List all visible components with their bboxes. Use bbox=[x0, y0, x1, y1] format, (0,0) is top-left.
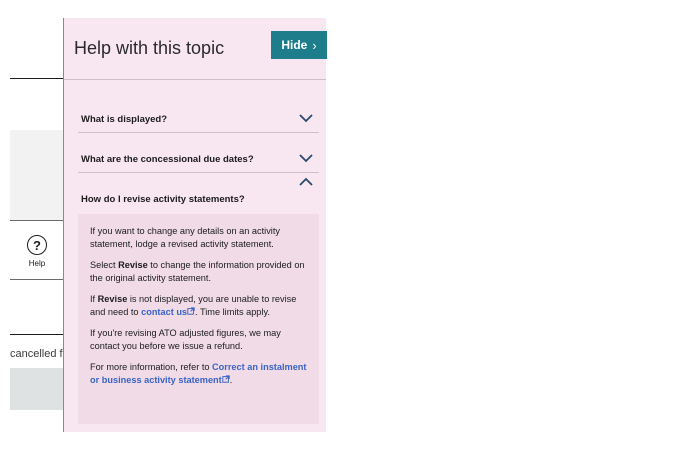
accordion-item-concessional-due-dates[interactable] bbox=[78, 133, 319, 173]
help-tab[interactable] bbox=[10, 220, 64, 280]
content-paragraph: If you want to change any details on an activity statement, lodge a revised activity statement. bbox=[90, 226, 280, 249]
chevron-up-icon bbox=[299, 177, 313, 187]
content-paragraph: Select Revise to change the information provided on the original activity statement. bbox=[90, 260, 305, 283]
question-circle-icon: ? bbox=[27, 235, 47, 255]
help-panel-title: Help with this topic bbox=[74, 38, 225, 58]
help-panel-header bbox=[64, 18, 326, 80]
content-paragraph: If Revise is not displayed, you are unable to revise and need to contact us . Time limits apply. bbox=[90, 294, 297, 317]
contact-us-link[interactable]: contact us bbox=[141, 307, 195, 317]
content-paragraph: If you're revising ATO adjusted figures, we may contact you before we issue a refund. bbox=[90, 328, 281, 351]
accordion-item-label: How do I revise activity statements? bbox=[81, 194, 245, 205]
chevron-right-icon: › bbox=[312, 37, 317, 53]
help-panel bbox=[63, 18, 326, 432]
accordion-item-what-is-displayed[interactable] bbox=[78, 93, 319, 133]
background-divider bbox=[10, 78, 64, 79]
accordion-content-revise bbox=[78, 214, 319, 424]
background-button[interactable] bbox=[10, 368, 64, 410]
accordion-item-label: What are the concessional due dates? bbox=[81, 154, 254, 165]
hide-button-label: Hide bbox=[281, 38, 308, 52]
background-text: cancelled f bbox=[10, 348, 63, 360]
content-paragraph: For more information, refer to Correct an instalment or business activity statement . bbox=[90, 362, 307, 385]
accordion-item-label: What is displayed? bbox=[81, 114, 168, 125]
background-divider bbox=[10, 334, 64, 335]
correct-statement-link[interactable]: Correct an instalment or business activity statement bbox=[90, 362, 307, 385]
accordion-item-revise-activity-statements[interactable] bbox=[78, 173, 319, 213]
help-tab-label: Help bbox=[28, 259, 46, 268]
chevron-down-icon bbox=[299, 113, 313, 123]
hide-button[interactable] bbox=[271, 31, 327, 59]
external-link-icon bbox=[187, 307, 195, 315]
background-panel bbox=[10, 130, 64, 220]
accordion bbox=[78, 93, 319, 213]
chevron-down-icon bbox=[299, 153, 313, 163]
external-link-icon bbox=[222, 375, 230, 383]
